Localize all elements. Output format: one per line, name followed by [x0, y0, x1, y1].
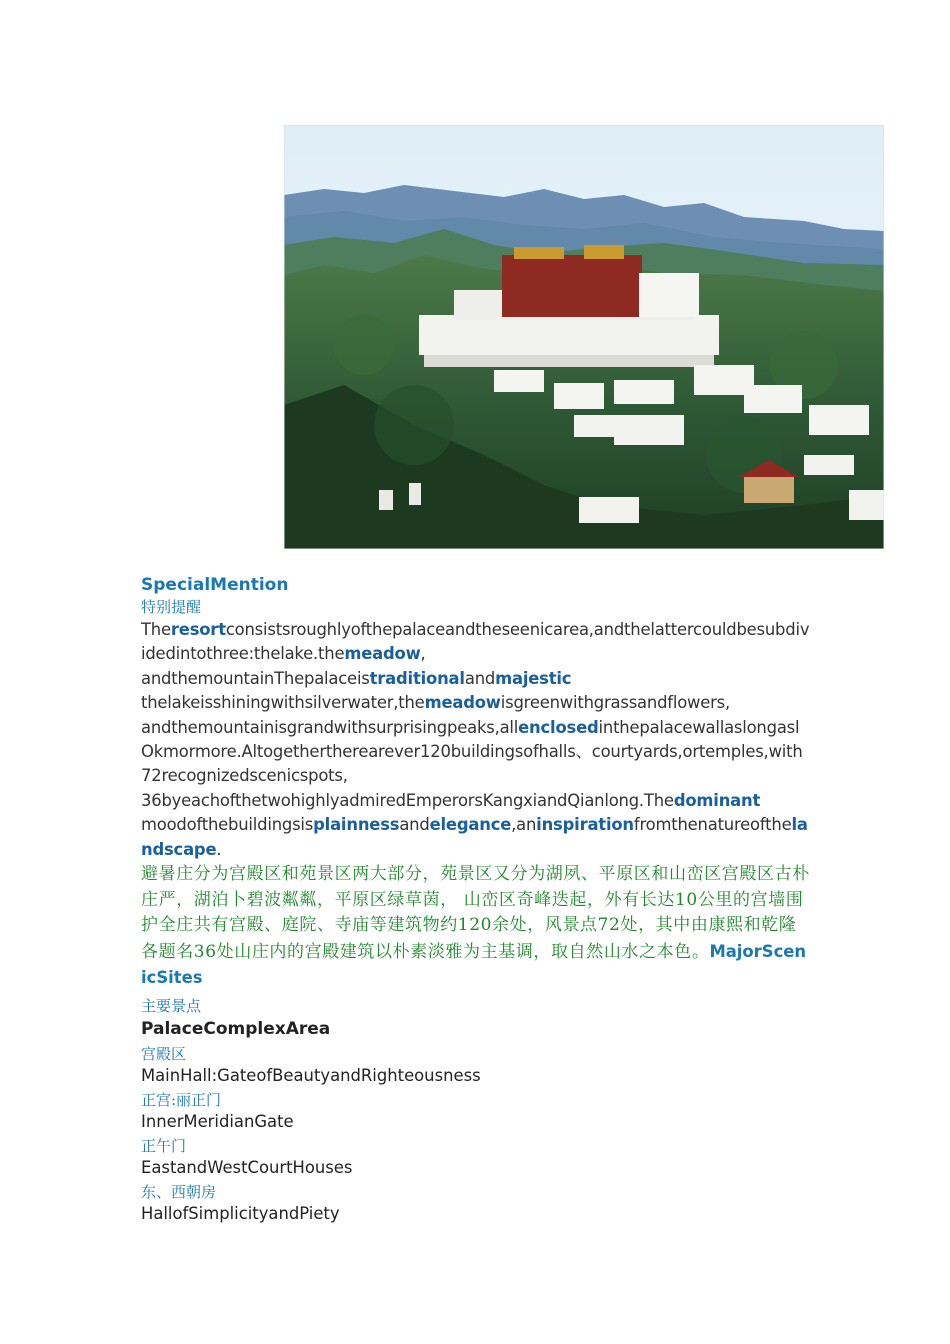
paragraph-text-run: and — [399, 815, 430, 835]
paragraph-text-run: . — [216, 839, 222, 859]
keyword-bold: meadow — [424, 693, 501, 713]
paragraph-text-run: andthemountainisgrandwithsurprisingpeaks,all — [141, 717, 519, 737]
site-name-zh: 正宫:丽正门 — [141, 1090, 222, 1109]
paragraph-text-run: ,an — [511, 815, 537, 835]
keyword-bold: meadow — [344, 644, 421, 664]
paragraph-text-run: moodofthebuildingsis — [141, 815, 314, 835]
paragraph-text-run: inthepalacewallaslongaslOkmormore.Altogethertherearever120buildingsofhalls、courtyards,ortemples,with72recognizedscenicspots, — [141, 717, 803, 786]
paragraph-text-run: andthemountainThepalaceis — [141, 668, 370, 688]
paragraph-zh-text: 避暑庄分为宫殿区和苑景区两大部分，苑景区又分为湖夙、平原区和山峦区宫殿区古朴庄严，湖泊卜碧波粼粼，平原区绿草茵， 山峦区奇峰迭起，外有长达10公里的宫墙围护全庄共有宫殿、庭院、寺庙等建筑物约120余处，风景点72处，其中由康熙和乾隆各题名36处山庄内的宫殿建筑以朴素淡雅为主基调，取自然山水之本色。 — [141, 864, 810, 962]
keyword-bold: elegance — [429, 815, 512, 835]
site-name-en: HallofSimplicityandPiety — [141, 1203, 340, 1223]
site-name-zh: 东、西朝房 — [141, 1182, 217, 1201]
keyword-bold: plainness — [313, 815, 400, 835]
content-area — [141, 573, 811, 1225]
paragraph-text-run: isgreenwithgrassandflowers, — [500, 693, 731, 713]
palace-complex-heading-zh: 宫殿区 — [141, 1044, 187, 1063]
keyword-bold: dominant — [673, 790, 761, 810]
keyword-bold: resort — [170, 620, 226, 639]
special-mention-heading-zh: 特别提醒 — [141, 598, 202, 616]
paragraph-text-run: thelakeisshiningwithsilverwater,the — [141, 693, 425, 713]
palace-complex-heading: PalaceComplexArea — [141, 1018, 331, 1039]
keyword-bold: enclosed — [518, 717, 599, 737]
major-scenic-sites-heading-zh: 主要景点 — [141, 996, 202, 1015]
special-mention-paragraph-zh — [141, 862, 811, 992]
scenic-site-list — [141, 1064, 811, 1225]
special-mention-paragraph-en — [141, 618, 811, 862]
paragraph-text-run: The — [141, 620, 171, 639]
site-name-en: InnerMeridianGate — [141, 1111, 294, 1131]
paragraph-text-run: , — [420, 644, 426, 664]
site-name-en: EastandWestCourtHouses — [141, 1157, 353, 1177]
keyword-bold: inspiration — [536, 815, 634, 835]
site-name-en: MainHall:GateofBeautyandRighteousness — [141, 1065, 481, 1085]
keyword-bold: landscape — [141, 815, 808, 859]
paragraph-text-run: consistsroughlyofthepalaceandtheseenicarea,andthelattercouldbesubdividedintothree:thelake.the — [141, 620, 810, 664]
paragraph-text-run: 36byeachofthetwohighlyadmiredEmperorsKangxiandQianlong.The — [141, 790, 674, 810]
paragraph-text-run: and — [464, 668, 496, 688]
major-scenic-sites-heading: MajorScenicSites — [141, 941, 807, 988]
site-name-zh: 正午门 — [141, 1136, 187, 1155]
keyword-bold: majestic — [495, 668, 572, 688]
keyword-bold: traditional — [369, 668, 465, 688]
special-mention-heading: SpecialMention — [141, 575, 289, 595]
landscape-photo — [284, 125, 884, 549]
paragraph-text-run: fromthenatureofthe — [633, 815, 792, 835]
